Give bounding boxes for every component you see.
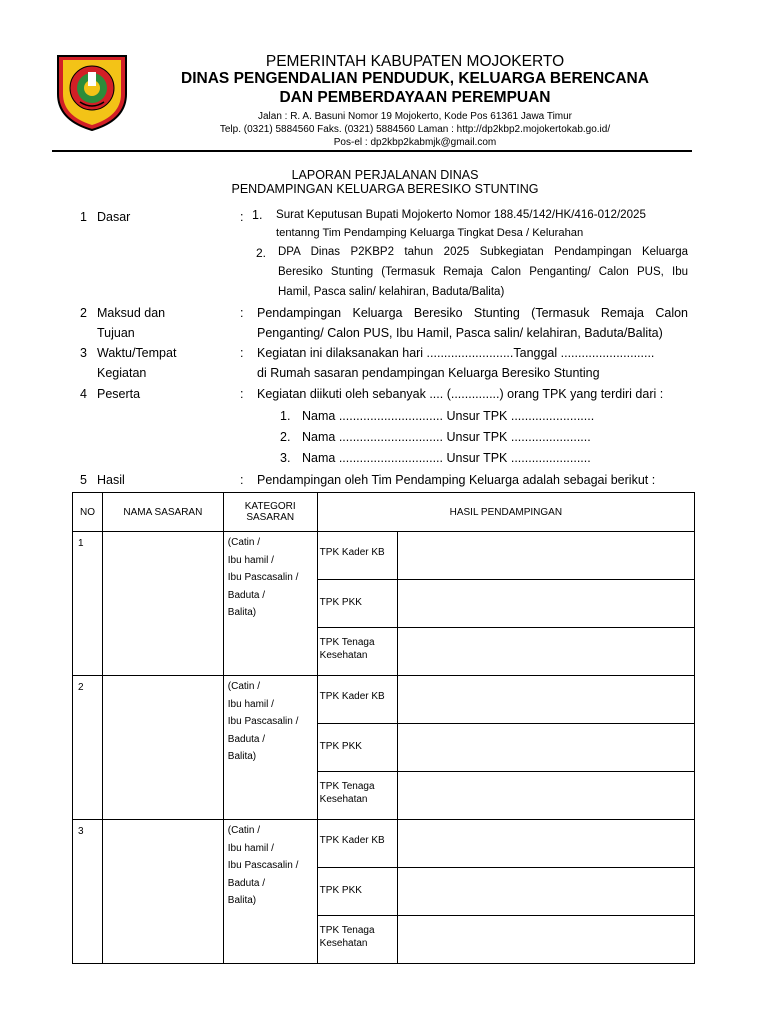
kategori-line: (Catin / bbox=[227, 825, 261, 836]
table-row bbox=[73, 820, 695, 868]
kop-agency-name-1: DINAS PENGENDALIAN PENDUDUK, KELUARGA BERENCANA bbox=[181, 70, 649, 87]
dasar-item-2-line-1: DPA Dinas P2KBP2 tahun 2025 Subkegiatan Pendampingan Keluarga bbox=[278, 246, 688, 258]
report-subtitle: PENDAMPINGAN KELUARGA BERESIKO STUNTING bbox=[231, 182, 539, 196]
dasar-item-number: 2. bbox=[256, 246, 267, 260]
peserta-line: Nama .............................. Unsur TPK ........................ bbox=[302, 409, 595, 423]
header-no: NO bbox=[73, 493, 103, 532]
tpk-label: TPK PKK bbox=[317, 724, 397, 772]
kategori-line: (Catin / bbox=[227, 537, 261, 548]
hasil-cell[interactable] bbox=[397, 628, 694, 676]
hasil-cell[interactable] bbox=[397, 580, 694, 628]
kategori-cell bbox=[223, 820, 317, 964]
nama-sasaran-cell[interactable] bbox=[102, 820, 223, 964]
maksud-text-line-2: Penganting/ Calon PUS, Ibu Hamil, Pasca salin/ kelahiran, Baduta/Balita) bbox=[257, 326, 663, 340]
hasil-pendampingan-table bbox=[72, 492, 695, 964]
kategori-line: Ibu hamil / bbox=[227, 698, 274, 710]
section-number: 2 bbox=[80, 306, 87, 320]
hasil-cell[interactable] bbox=[397, 916, 694, 964]
peserta-line: Nama .............................. Unsur TPK ....................... bbox=[302, 430, 591, 444]
table-row bbox=[73, 532, 695, 580]
kategori-line: Balita) bbox=[227, 895, 257, 906]
section-label-waktu: Waktu/Tempat bbox=[97, 346, 177, 360]
section-number: 1 bbox=[80, 210, 87, 224]
kategori-line: (Catin / bbox=[227, 681, 261, 692]
maksud-text-line-1: Pendampingan Keluarga Beresiko Stunting (Termasuk Remaja Calon bbox=[257, 306, 688, 320]
kop-government-name: PEMERINTAH KABUPATEN MOJOKERTO bbox=[265, 53, 565, 70]
nama-sasaran-cell[interactable] bbox=[102, 532, 223, 676]
kop-contact: Telp. (0321) 5884560 Faks. (0321) 5884560 Laman : http://dp2kbp2.mojokertokab.go.id/ bbox=[219, 124, 611, 135]
kategori-line: Ibu Pascasalin / bbox=[227, 716, 299, 727]
tpk-label: TPK Kader KB bbox=[317, 532, 397, 580]
hasil-cell[interactable] bbox=[397, 724, 694, 772]
kop-email: Pos-el : dp2kbp2kabmjk@gmail.com bbox=[333, 137, 497, 148]
dasar-item-2-line-2: Beresiko Stunting (Termasuk Remaja Calon Penganting/ Calon PUS, Ibu bbox=[278, 266, 688, 278]
waktu-text-line-2: di Rumah sasaran pendampingan Keluarga Beresiko Stunting bbox=[257, 366, 600, 380]
hasil-text: Pendampingan oleh Tim Pendamping Keluarga adalah sebagai berikut : bbox=[257, 473, 656, 487]
section-label-hasil: Hasil bbox=[97, 473, 125, 487]
kategori-line: Ibu Pascasalin / bbox=[227, 860, 299, 871]
tpk-label: TPK PKK bbox=[317, 580, 397, 628]
dasar-item-1-line-1: Surat Keputusan Bupati Mojokerto Nomor 188.45/142/HK/416-012/2025 bbox=[276, 208, 646, 221]
section-colon: : bbox=[240, 473, 244, 487]
header-kategori-sasaran bbox=[223, 493, 317, 532]
section-label-kegiatan: Kegiatan bbox=[97, 366, 147, 380]
waktu-text-line-1: Kegiatan ini dilaksanakan hari .........................Tanggal ........................... bbox=[257, 346, 655, 360]
kategori-line: Baduta / bbox=[227, 877, 266, 889]
tpk-label: TPK PKK bbox=[317, 868, 397, 916]
kategori-cell bbox=[223, 676, 317, 820]
header-kategori-line: SASARAN bbox=[246, 512, 295, 523]
section-colon: : bbox=[240, 346, 244, 360]
section-colon: : bbox=[240, 306, 244, 320]
tpk-label: TPK Tenaga Kesehatan bbox=[317, 628, 397, 676]
peserta-number: 3. bbox=[280, 451, 291, 465]
tpk-label: TPK Tenaga Kesehatan bbox=[317, 772, 397, 820]
report-title: LAPORAN PERJALANAN DINAS bbox=[291, 168, 479, 182]
peserta-text: Kegiatan diikuti oleh sebanyak .... (..............) orang TPK yang terdiri dari : bbox=[257, 387, 664, 401]
nama-sasaran-cell[interactable] bbox=[102, 676, 223, 820]
section-number: 4 bbox=[80, 387, 87, 401]
section-number: 5 bbox=[80, 473, 87, 487]
kategori-line: Baduta / bbox=[227, 733, 266, 745]
header-hasil-pendampingan: HASIL PENDAMPINGAN bbox=[317, 493, 694, 532]
kategori-line: Baduta / bbox=[227, 589, 266, 601]
section-number: 3 bbox=[80, 346, 87, 360]
header-kategori-line: KATEGORI bbox=[244, 501, 296, 512]
kategori-cell bbox=[223, 532, 317, 676]
table-header-row bbox=[73, 493, 695, 532]
section-colon: : bbox=[240, 387, 244, 401]
section-colon: : bbox=[240, 210, 244, 224]
dasar-item-number: 1. bbox=[252, 208, 263, 222]
kop-agency-name-2: DAN PEMBERDAYAAN PEREMPUAN bbox=[279, 89, 551, 106]
tpk-label: TPK Kader KB bbox=[317, 676, 397, 724]
table-row bbox=[73, 676, 695, 724]
kategori-line: Balita) bbox=[227, 751, 257, 762]
kategori-line: Ibu Pascasalin / bbox=[227, 572, 299, 583]
peserta-line: Nama .............................. Unsur TPK ....................... bbox=[302, 451, 591, 465]
hasil-cell[interactable] bbox=[397, 676, 694, 724]
mojokerto-emblem-icon bbox=[54, 50, 130, 132]
row-number: 2 bbox=[73, 676, 103, 820]
dasar-item-1-line-2: tentanng Tim Pendamping Keluarga Tingkat Desa / Kelurahan bbox=[276, 227, 584, 239]
tpk-label: TPK Tenaga Kesehatan bbox=[317, 916, 397, 964]
section-label-dasar: Dasar bbox=[97, 210, 131, 224]
peserta-number: 1. bbox=[280, 409, 291, 423]
dasar-item-2-line-3: Hamil, Pasca salin/ kelahiran, Baduta/Balita) bbox=[278, 286, 505, 298]
hasil-cell[interactable] bbox=[397, 820, 694, 868]
tpk-label: TPK Kader KB bbox=[317, 820, 397, 868]
kategori-line: Ibu hamil / bbox=[227, 842, 274, 854]
hasil-cell[interactable] bbox=[397, 868, 694, 916]
hasil-cell[interactable] bbox=[397, 532, 694, 580]
kategori-line: Balita) bbox=[227, 607, 257, 618]
section-label-tujuan: Tujuan bbox=[97, 326, 135, 340]
peserta-number: 2. bbox=[280, 430, 291, 444]
hasil-cell[interactable] bbox=[397, 772, 694, 820]
letterhead-divider bbox=[52, 150, 692, 152]
kop-address: Jalan : R. A. Basuni Nomor 19 Mojokerto, Kode Pos 61361 Jawa Timur bbox=[257, 111, 573, 122]
kategori-line: Ibu hamil / bbox=[227, 554, 274, 566]
header-nama-sasaran: NAMA SASARAN bbox=[102, 493, 223, 532]
section-label-peserta: Peserta bbox=[97, 387, 141, 401]
row-number: 3 bbox=[73, 820, 103, 964]
row-number: 1 bbox=[73, 532, 103, 676]
section-label-maksud: Maksud dan bbox=[97, 306, 166, 320]
